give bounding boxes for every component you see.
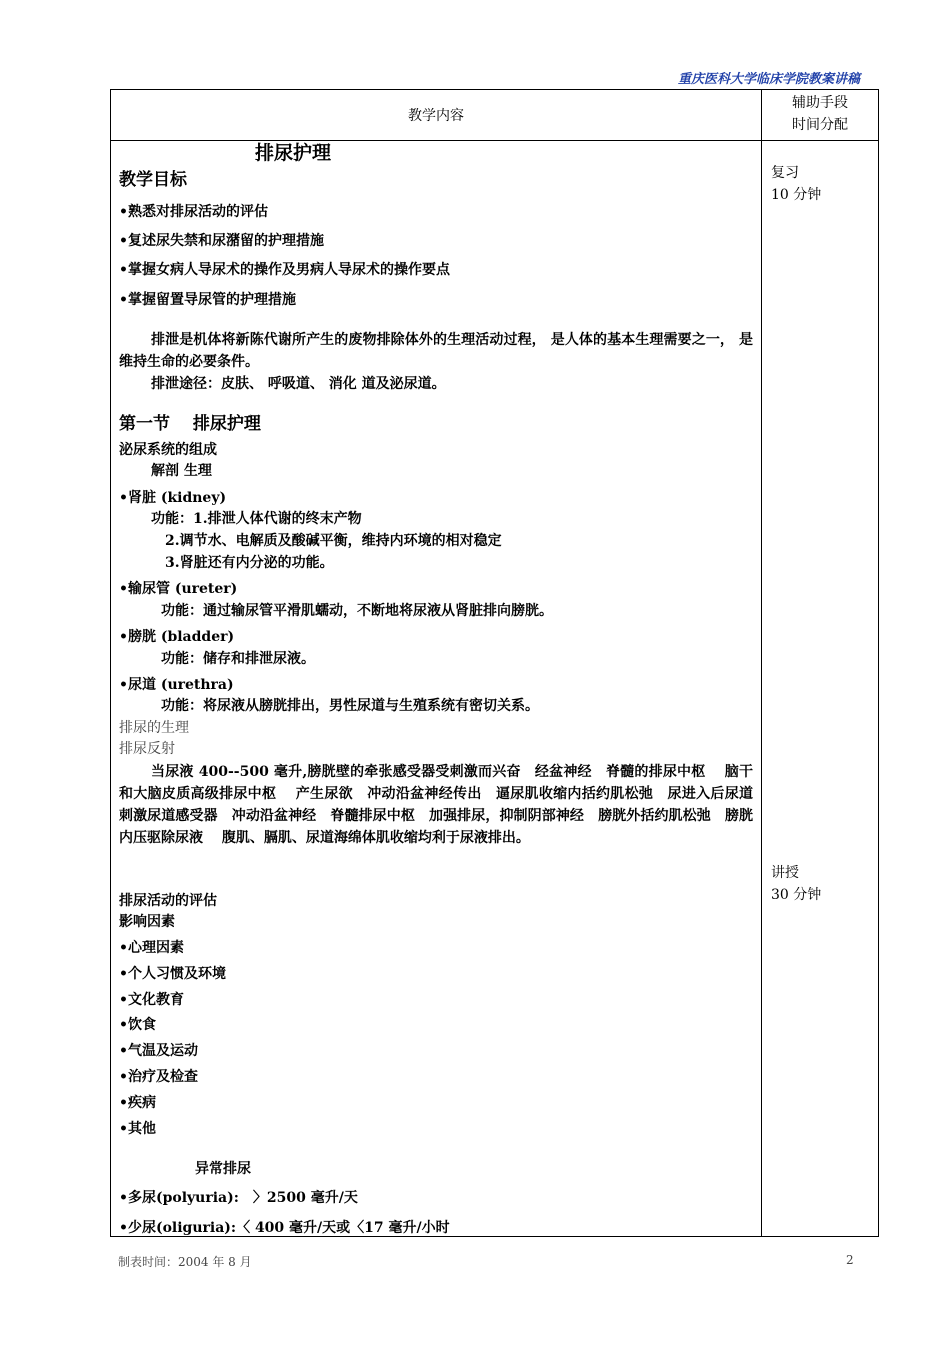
bladder-function: 功能：储存和排泄尿液。 (161, 651, 315, 667)
excretion-routes: 排泄途径：皮肤、 呼吸道、 消化 道及泌尿道。 (151, 376, 446, 392)
assessment-heading: 排尿活动的评估 (119, 893, 217, 909)
objective-item: •掌握留置导尿管的护理措施 (119, 292, 296, 308)
side-note-time: 30 分钟 (771, 887, 822, 903)
lesson-table (110, 89, 879, 1237)
lesson-title: 排尿护理 (255, 142, 332, 164)
side-header-line2: 时间分配 (792, 117, 848, 133)
ureter-heading: •输尿管 (ureter) (119, 581, 238, 597)
header-row-divider (111, 140, 878, 141)
objectives-heading: 教学目标 (119, 170, 187, 190)
oliguria-item: •少尿(oliguria):〈 400 毫升/天或〈17 毫升/小时 (119, 1220, 450, 1236)
reflex-label: 排尿反射 (119, 741, 175, 757)
abnormal-urination-heading: 异常排尿 (195, 1161, 251, 1177)
page-number: 2 (846, 1253, 854, 1267)
urethra-heading: •尿道 (urethra) (119, 677, 234, 693)
column-divider (761, 90, 762, 1236)
physiology-label: 排尿的生理 (119, 720, 189, 736)
factor-item: •气温及运动 (119, 1043, 198, 1059)
ureter-function: 功能：通过输尿管平滑肌蠕动，不断地将尿液从肾脏排向膀胱。 (161, 603, 553, 619)
objective-item: •熟悉对排尿活动的评估 (119, 204, 268, 220)
side-note-label: 复习 (771, 165, 799, 181)
factor-item: •其他 (119, 1121, 156, 1137)
intro-paragraph: 排泄是机体将新陈代谢所产生的废物排除体外的生理活动过程， 是人体的基本生理需要之一， 是维持生命的必要条件。 (119, 332, 753, 370)
factor-item: •疾病 (119, 1095, 156, 1111)
kidney-function-line: 功能：1.排泄人体代谢的终末产物 (151, 511, 362, 527)
urinary-system-heading: 泌尿系统的组成 (119, 442, 217, 458)
main-column-header: 教学内容 (408, 108, 464, 124)
section-heading: 第一节 排尿护理 (119, 414, 261, 434)
side-header-line1: 辅助手段 (792, 95, 848, 111)
factor-item: •治疗及检查 (119, 1069, 198, 1085)
reflex-paragraph: 当尿液 400--500 毫升,膀胱壁的牵张感受器受刺激而兴奋 经盆神经 脊髓的排尿中枢 脑干和大脑皮质高级排尿中枢 产生尿欲 冲动沿盆神经传出 逼尿肌收缩内括约肌松弛 尿进入后尿道 刺激尿道感受器 冲动沿盆神经 脊髓排尿中枢 加强排尿，抑制阴部神经 膀胱外括约肌松弛 膀胱内压驱除尿液 腹肌、膈肌、尿道海绵体肌收缩均利于尿液排出。 (119, 764, 767, 846)
factor-item: •个人习惯及环境 (119, 966, 226, 982)
kidney-function-line: 2.调节水、电解质及酸碱平衡，维持内环境的相对稳定 (165, 533, 502, 549)
factor-item: •饮食 (119, 1017, 156, 1033)
polyuria-item: •多尿(polyuria): 〉2500 毫升/天 (119, 1190, 358, 1206)
side-column-header (762, 92, 878, 136)
factors-heading: 影响因素 (119, 914, 175, 930)
kidney-function-line: 3.肾脏还有内分泌的功能。 (165, 555, 334, 571)
objective-item: •复述尿失禁和尿潴留的护理措施 (119, 233, 324, 249)
kidney-heading: •肾脏 (kidney) (119, 490, 227, 506)
side-note-label: 讲授 (771, 865, 799, 881)
factor-item: •心理因素 (119, 940, 184, 956)
footer-made-time: 制表时间：2004 年 8 月 (118, 1255, 252, 1269)
side-note-time: 10 分钟 (771, 187, 822, 203)
anatomy-physiology-label: 解剖 生理 (151, 463, 212, 479)
objective-item: •掌握女病人导尿术的操作及男病人导尿术的操作要点 (119, 262, 450, 278)
side-note-lecture (771, 862, 821, 906)
factor-item: •文化教育 (119, 992, 184, 1008)
bladder-heading: •膀胱 (bladder) (119, 629, 235, 645)
document-header-brand: 重庆医科大学临床学院教案讲稿 (677, 72, 860, 87)
urethra-function: 功能：将尿液从膀胱排出，男性尿道与生殖系统有密切关系。 (161, 698, 539, 714)
side-note-review (771, 162, 821, 206)
